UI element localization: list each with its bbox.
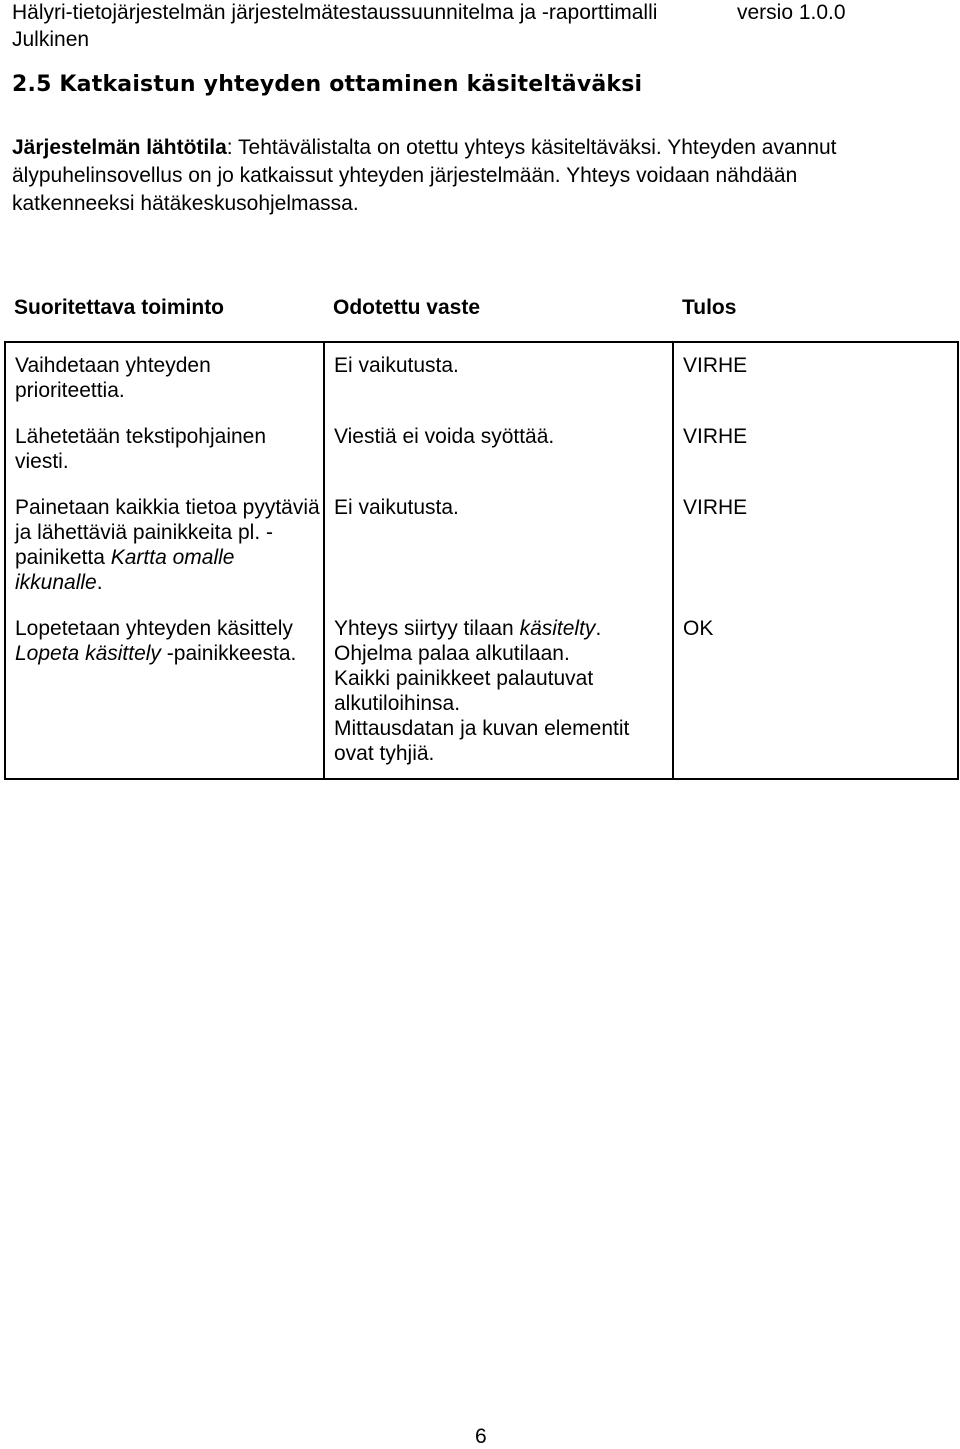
result-cell: [673, 415, 958, 486]
column-header-action: Suoritettava toiminto: [5, 285, 324, 342]
column-header-expected: Odotettu vaste: [324, 285, 673, 342]
action-cell: [5, 342, 324, 415]
column-header-result: Tulos: [673, 285, 958, 342]
table-row: [5, 486, 958, 607]
expected-line: Kaikki painikkeet palautuvat alkutiloihinsa.: [334, 667, 594, 715]
document-title: Hälyri-tietojärjestelmän järjestelmätestaussuunnitelma ja -raporttimalli: [12, 1, 658, 24]
initial-state-label: Järjestelmän lähtötila: [12, 136, 227, 159]
action-tail: .: [96, 571, 103, 594]
expected-line: Ohjelma palaa alkutilaan.: [334, 642, 570, 665]
initial-state-paragraph: [12, 134, 912, 218]
action-text: Vaihdetaan yhteyden prioriteettia.: [15, 354, 211, 402]
expected-text: Ei vaikutusta.: [334, 354, 459, 377]
table-header-row: [5, 285, 958, 342]
expected-cell: [324, 607, 673, 779]
expected-prefix: Yhteys siirtyy tilaan: [334, 617, 520, 640]
result-text: OK: [683, 617, 714, 640]
result-text: VIRHE: [683, 496, 748, 519]
expected-cell: [324, 342, 673, 415]
action-text: Lopetetaan yhteyden käsittely: [15, 617, 293, 640]
action-button-name: Lopeta käsittely: [15, 642, 161, 665]
result-cell: [673, 486, 958, 607]
test-results-table: [4, 285, 959, 780]
table-row: [5, 342, 958, 415]
action-tail: -painikkeesta.: [160, 642, 297, 665]
expected-cell: [324, 486, 673, 607]
expected-line: Mittausdatan ja kuvan elementit ovat tyhjiä.: [334, 717, 630, 765]
action-cell: [5, 607, 324, 779]
table-row: [5, 415, 958, 486]
action-button-name: Kartta omalle ikkunalle: [15, 546, 235, 594]
document-version: versio 1.0.0: [737, 1, 846, 24]
result-cell: [673, 342, 958, 415]
expected-text: Viestiä ei voida syöttää.: [334, 425, 555, 448]
action-cell: [5, 486, 324, 607]
result-cell: [673, 607, 958, 779]
expected-line: [334, 616, 672, 641]
table-row: [5, 607, 958, 779]
expected-suffix: .: [595, 617, 602, 640]
result-text: VIRHE: [683, 425, 748, 448]
expected-cell: [324, 415, 673, 486]
section-heading: 2.5 Katkaistun yhteyden ottaminen käsiteltäväksi: [12, 72, 643, 97]
expected-text: Ei vaikutusta.: [334, 496, 459, 519]
page-number: 6: [475, 1425, 487, 1448]
action-text: Painetaan kaikkia tietoa pyytäviä ja lähettäviä painikkeita pl. -painiketta: [15, 496, 320, 569]
action-cell: [5, 415, 324, 486]
expected-state-name: käsitelty: [519, 617, 596, 640]
document-classification: Julkinen: [12, 28, 90, 51]
result-text: VIRHE: [683, 354, 748, 377]
action-text: Lähetetään tekstipohjainen viesti.: [15, 425, 267, 473]
initial-state-text: : Tehtävälistalta on otettu yhteys käsiteltäväksi. Yhteyden avannut älypuhelinsovellus on jo katkaissut yhteyden järjestelmään. Yhteys voidaan nähdään katkenneeksi hätäkeskusohjelmassa.: [12, 136, 837, 215]
